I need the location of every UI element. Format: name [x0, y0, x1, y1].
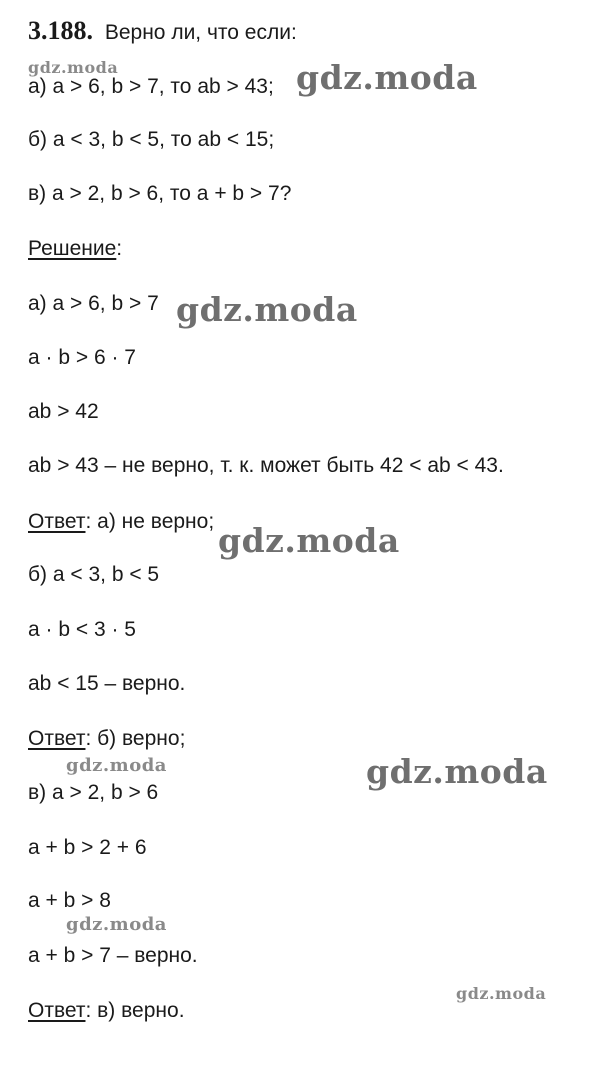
solution-colon: :: [116, 237, 123, 260]
watermark: gdz.moda: [366, 752, 548, 791]
answer-label: Ответ: [28, 727, 86, 750]
solution-line: a · b < 3 · 5: [28, 618, 136, 641]
watermark: gdz.moda: [66, 755, 167, 776]
answer-label: Ответ: [28, 510, 86, 533]
answer-b: [28, 726, 185, 752]
solution-line: a + b > 7 – верно.: [28, 944, 198, 967]
solution-line: ab > 42: [28, 400, 99, 423]
solution-heading: [28, 236, 122, 262]
solution-line: a · b > 6 · 7: [28, 346, 136, 369]
solution-line: ab < 15 – верно.: [28, 672, 186, 695]
answer-c: [28, 998, 185, 1024]
solution-line: ab > 43 – не верно, т. к. может быть 42 < ab < 43.: [28, 454, 504, 477]
condition-b: б) a < 3, b < 5, то ab < 15;: [28, 128, 275, 151]
watermark: gdz.moda: [456, 984, 547, 1003]
problem-header: [28, 18, 297, 46]
solution-line: а) a > 6, b > 7: [28, 292, 159, 315]
answer-text: : в) верно.: [85, 999, 185, 1022]
condition-a: а) a > 6, b > 7, то ab > 43;: [28, 75, 274, 98]
answer-text: : а) не верно;: [85, 510, 215, 533]
solution-line: б) a < 3, b < 5: [28, 563, 160, 586]
problem-question: Верно ли, что если:: [104, 21, 297, 44]
condition-c: в) a > 2, b > 6, то a + b > 7?: [28, 182, 292, 205]
problem-number: 3.188.: [28, 16, 93, 45]
solution-label: Решение: [28, 237, 117, 260]
solution-line: в) a > 2, b > 6: [28, 781, 159, 804]
solution-line: a + b > 2 + 6: [28, 836, 147, 859]
watermark: gdz.moda: [296, 58, 478, 97]
watermark: gdz.moda: [28, 58, 119, 77]
solution-line: a + b > 8: [28, 889, 111, 912]
answer-a: [28, 509, 214, 535]
answer-label: Ответ: [28, 999, 86, 1022]
answer-text: : б) верно;: [85, 727, 186, 750]
watermark: gdz.moda: [218, 521, 400, 560]
watermark: gdz.moda: [176, 290, 358, 329]
watermark: gdz.moda: [66, 914, 167, 935]
